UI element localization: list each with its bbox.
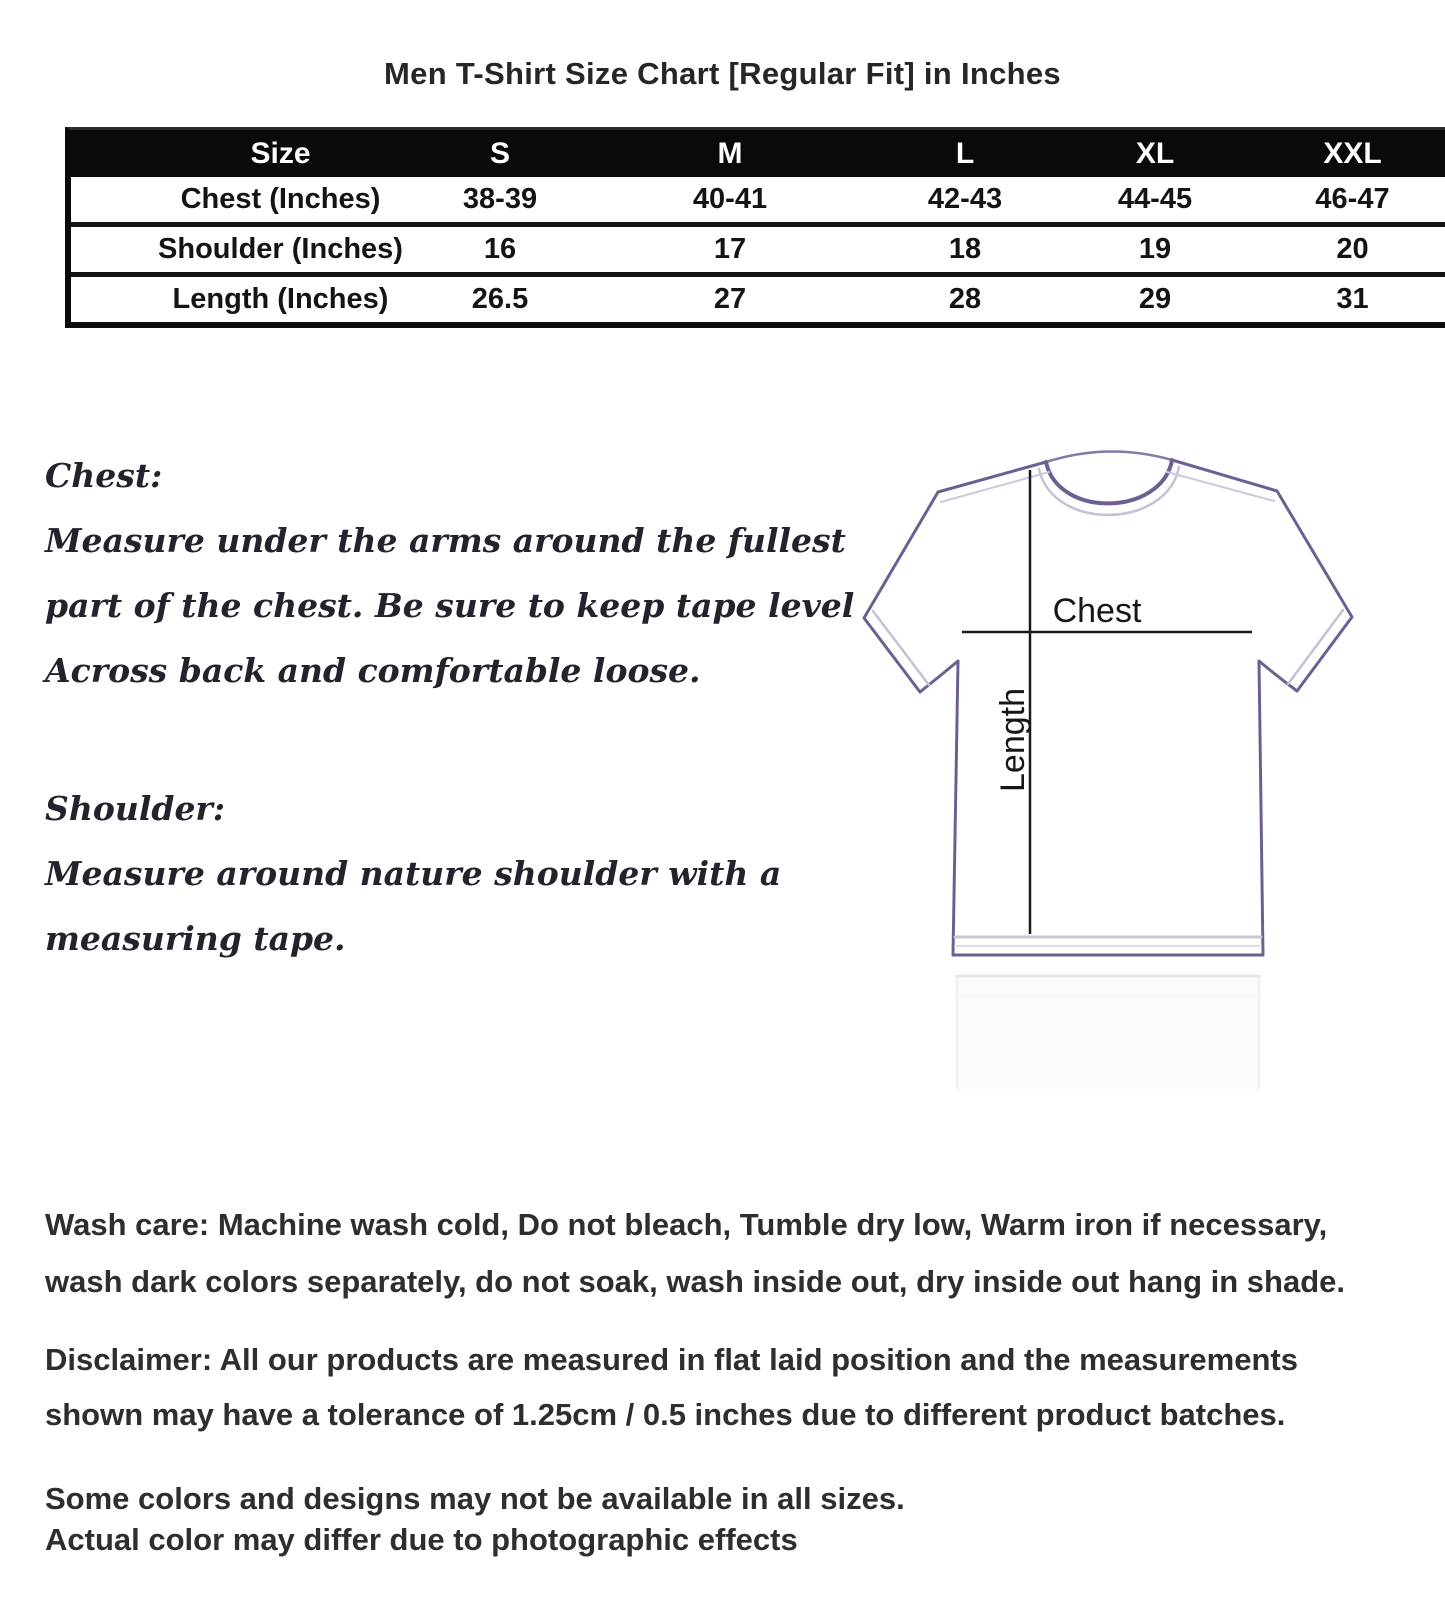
chest-guide-line-2: part of the chest. Be sure to keep tape level [45, 586, 855, 625]
chest-diagram-label: Chest [1052, 592, 1142, 630]
chest-value-s: 38-39 [462, 183, 538, 215]
availability-note [45, 1478, 1425, 1560]
wash-care-line-2: wash dark colors separately, do not soak, wash inside out, dry inside out hang in shade. [45, 1264, 1346, 1299]
disclaimer-note [45, 1332, 1425, 1442]
chest-value-l: 42-43 [927, 183, 1003, 215]
measurement-guide [45, 443, 854, 971]
shoulder-guide-line-2: measuring tape. [45, 919, 346, 958]
size-table-header-row [71, 130, 1445, 177]
column-header-l: L [955, 136, 975, 170]
length-value-m: 27 [713, 283, 747, 315]
shoulder-value-xl: 19 [1138, 233, 1172, 265]
column-header-xxl: XXL [1323, 136, 1382, 170]
chest-value-xxl: 46-47 [1315, 183, 1390, 215]
shoulder-value-xxl: 20 [1336, 233, 1369, 265]
shoulder-value-s: 16 [483, 233, 517, 265]
length-diagram-label: Length [994, 688, 1032, 792]
color-note-line: Actual color may differ due to photographic effects [45, 1522, 798, 1557]
table-row-chest [71, 177, 1445, 222]
chest-guide-heading: Chest: [45, 456, 163, 495]
chest-guide-line-3: Across back and comfortable loose. [45, 651, 701, 690]
chest-guide-line-1: Measure under the arms around the fullest [45, 521, 846, 560]
availability-line: Some colors and designs may not be available in all sizes. [45, 1481, 905, 1516]
length-value-s: 26.5 [471, 283, 529, 315]
chest-value-xl: 44-45 [1117, 183, 1193, 215]
size-table [65, 127, 1445, 328]
length-value-xl: 29 [1138, 283, 1172, 315]
length-value-xxl: 31 [1336, 283, 1369, 315]
shoulder-value-m: 17 [713, 233, 747, 265]
page-title: Men T-Shirt Size Chart [Regular Fit] in Inches [384, 56, 1061, 91]
shoulder-guide-line-1: Measure around nature shoulder with a [45, 854, 782, 893]
length-value-l: 28 [948, 283, 982, 315]
column-header-s: S [489, 136, 510, 170]
tshirt-reflection [955, 976, 1261, 1090]
row-label-length: Length (Inches) [172, 283, 389, 315]
column-header-xl: XL [1135, 136, 1175, 170]
disclaimer-line-2: shown may have a tolerance of 1.25cm / 0.5 inches due to different product batches. [45, 1397, 1286, 1432]
wash-care-note [45, 1196, 1425, 1310]
column-header-m: M [717, 136, 743, 170]
table-row-length [71, 272, 1445, 322]
table-row-shoulder [71, 222, 1445, 272]
guide-spacer [45, 703, 854, 776]
shoulder-value-l: 18 [948, 233, 982, 265]
tshirt-outline-icon [864, 451, 1352, 955]
shoulder-guide-heading: Shoulder: [45, 789, 226, 828]
chest-value-m: 40-41 [692, 183, 768, 215]
tshirt-diagram [820, 420, 1380, 1120]
wash-care-line-1: Wash care: Machine wash cold, Do not bleach, Tumble dry low, Warm iron if necessary, [45, 1207, 1328, 1242]
column-header-size: Size [250, 136, 311, 170]
row-label-chest: Chest (Inches) [180, 183, 381, 215]
disclaimer-line-1: Disclaimer: All our products are measured in flat laid position and the measurements [45, 1342, 1298, 1377]
row-label-shoulder: Shoulder (Inches) [158, 233, 403, 265]
